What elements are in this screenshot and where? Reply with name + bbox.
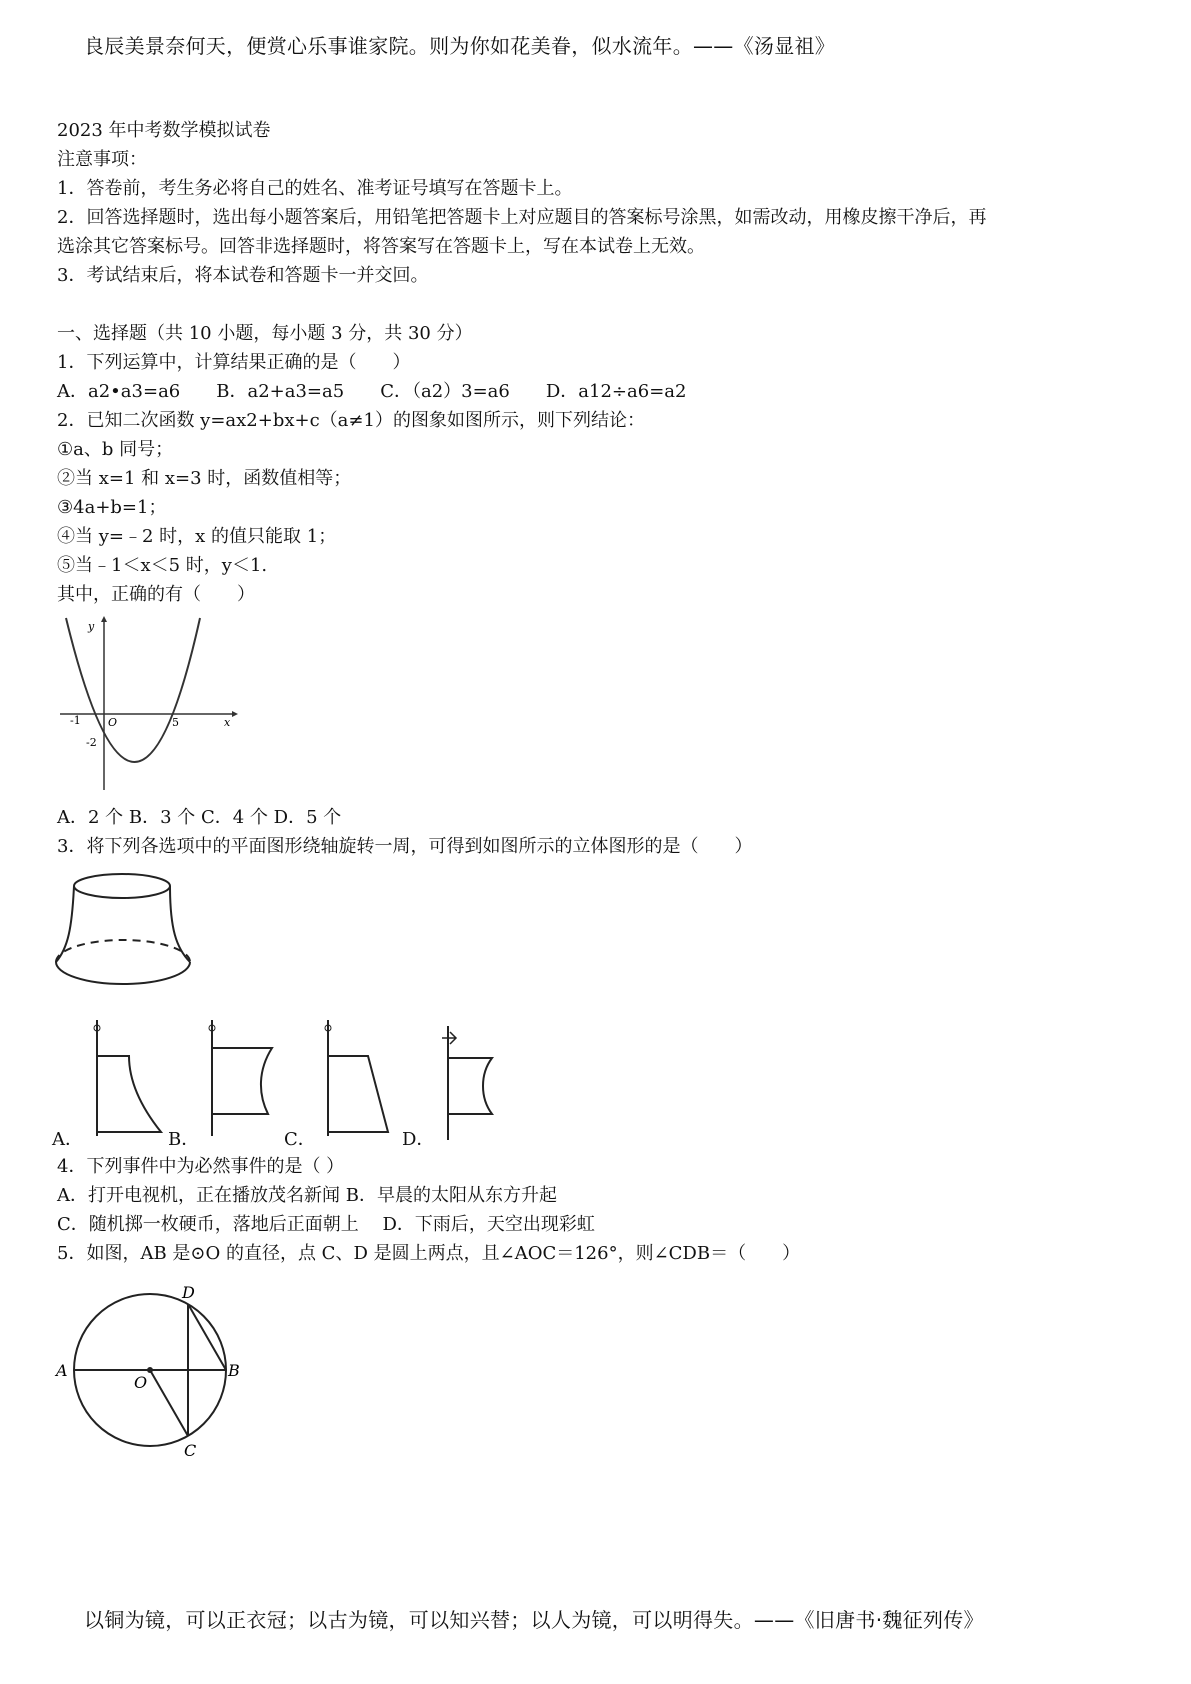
header-quote: 良辰美景奈何天，便赏心乐事谁家院。则为你如花美眷，似水流年。——《汤显祖》 (84, 34, 836, 58)
notice-1: 1．答卷前，考生务必将自己的姓名、准考证号填写在答题卡上。 (57, 178, 573, 199)
point-b-label: B (228, 1361, 240, 1380)
q2-statement-4: ④当 y=﹣2 时，x 的值只能取 1； (57, 526, 337, 547)
q2-stem: 2．已知二次函数 y=ax2+bx+c（a≠1）的图象如图所示，则下列结论： (57, 410, 645, 431)
footer-quote: 以铜为镜，可以正衣冠；以古为镜，可以知兴替；以人为镜，可以明得失。——《旧唐书·魏征列传》 (84, 1608, 984, 1632)
q2-ask: 其中，正确的有（ ） (57, 584, 255, 605)
q3-option-c-shape (316, 1016, 406, 1142)
q2-options: A．2 个 B．3 个 C．4 个 D．5 个 (57, 807, 342, 828)
q3-stem: 3．将下列各选项中的平面图形绕轴旋转一周，可得到如图所示的立体图形的是（ ） (57, 836, 753, 857)
radius-oc (150, 1370, 188, 1436)
point-d-label: D (182, 1283, 195, 1302)
notice-2: 2．回答选择题时，选出每小题答案后，用铅笔把答题卡上对应题目的答案标号涂黑，如需改动，用橡皮擦干净后，再 (57, 207, 987, 228)
bottom-ellipse-front (56, 962, 190, 984)
tick-neg2: -2 (86, 736, 97, 749)
q2-statement-3: ③4a+b=1； (57, 497, 167, 518)
x-axis-arrow (232, 711, 238, 717)
q3-option-d-label: D． (402, 1129, 435, 1150)
profile-shape (448, 1058, 492, 1114)
q3-option-a-shape (85, 1016, 175, 1142)
notice-heading: 注意事项： (57, 149, 147, 170)
profile-shape (97, 1056, 161, 1132)
y-axis-arrow (101, 616, 107, 622)
center-point (147, 1367, 153, 1373)
tick-5: 5 (172, 716, 179, 729)
q4-options-line-1: A．打开电视机，正在播放茂名新闻 B．早晨的太阳从东方升起 (57, 1185, 557, 1206)
point-a-label: A (56, 1361, 68, 1380)
q2-statement-1: ①a、b 同号； (57, 439, 174, 460)
q3-solid-figure (50, 868, 200, 1008)
q3-option-b-shape (200, 1016, 290, 1142)
q2-statement-5: ⑤当﹣1＜x＜5 时，y＜1. (57, 555, 268, 576)
tick-neg1: -1 (70, 714, 81, 727)
point-c-label: C (184, 1441, 197, 1460)
q3-option-a-label: A． (52, 1129, 83, 1150)
q4-stem: 4．下列事件中为必然事件的是（ ） (57, 1156, 345, 1177)
q1-stem: 1．下列运算中，计算结果正确的是（ ） (57, 352, 411, 373)
chord-db (188, 1304, 226, 1370)
q5-stem: 5．如图，AB 是⊙O 的直径，点 C、D 是圆上两点，且∠AOC＝126°，则∠CDB＝（ ） (57, 1243, 801, 1264)
profile-shape (328, 1056, 388, 1132)
x-axis-label: x (224, 716, 231, 729)
origin-label: O (108, 716, 118, 729)
q1-options: A．a2•a3=a6 B．a2+a3=a5 C．（a2）3=a6 D．a12÷a6=a2 (57, 381, 687, 402)
exam-title: 2023 年中考数学模拟试卷 (57, 120, 271, 141)
q3-option-d-shape (436, 1016, 516, 1142)
bottom-ellipse-back (56, 940, 190, 962)
q3-option-b-label: B． (168, 1129, 200, 1150)
q5-circle-figure (52, 1276, 252, 1466)
point-o-label: O (134, 1373, 148, 1392)
profile-shape (212, 1048, 272, 1114)
q2-parabola-graph (58, 614, 238, 794)
y-axis-label: y (88, 620, 95, 633)
top-ellipse (74, 874, 170, 898)
notice-2-cont: 选涂其它答案标号。回答非选择题时，将答案写在答题卡上，写在本试卷上无效。 (57, 236, 705, 257)
q3-option-c-label: C． (284, 1129, 316, 1150)
notice-3: 3．考试结束后，将本试卷和答题卡一并交回。 (57, 265, 429, 286)
q2-statement-2: ②当 x=1 和 x=3 时，函数值相等； (57, 468, 352, 489)
section-heading: 一、选择题（共 10 小题，每小题 3 分，共 30 分） (57, 323, 473, 344)
q4-options-line-2: C．随机掷一枚硬币，落地后正面朝上 D．下雨后，天空出现彩虹 (57, 1214, 595, 1235)
